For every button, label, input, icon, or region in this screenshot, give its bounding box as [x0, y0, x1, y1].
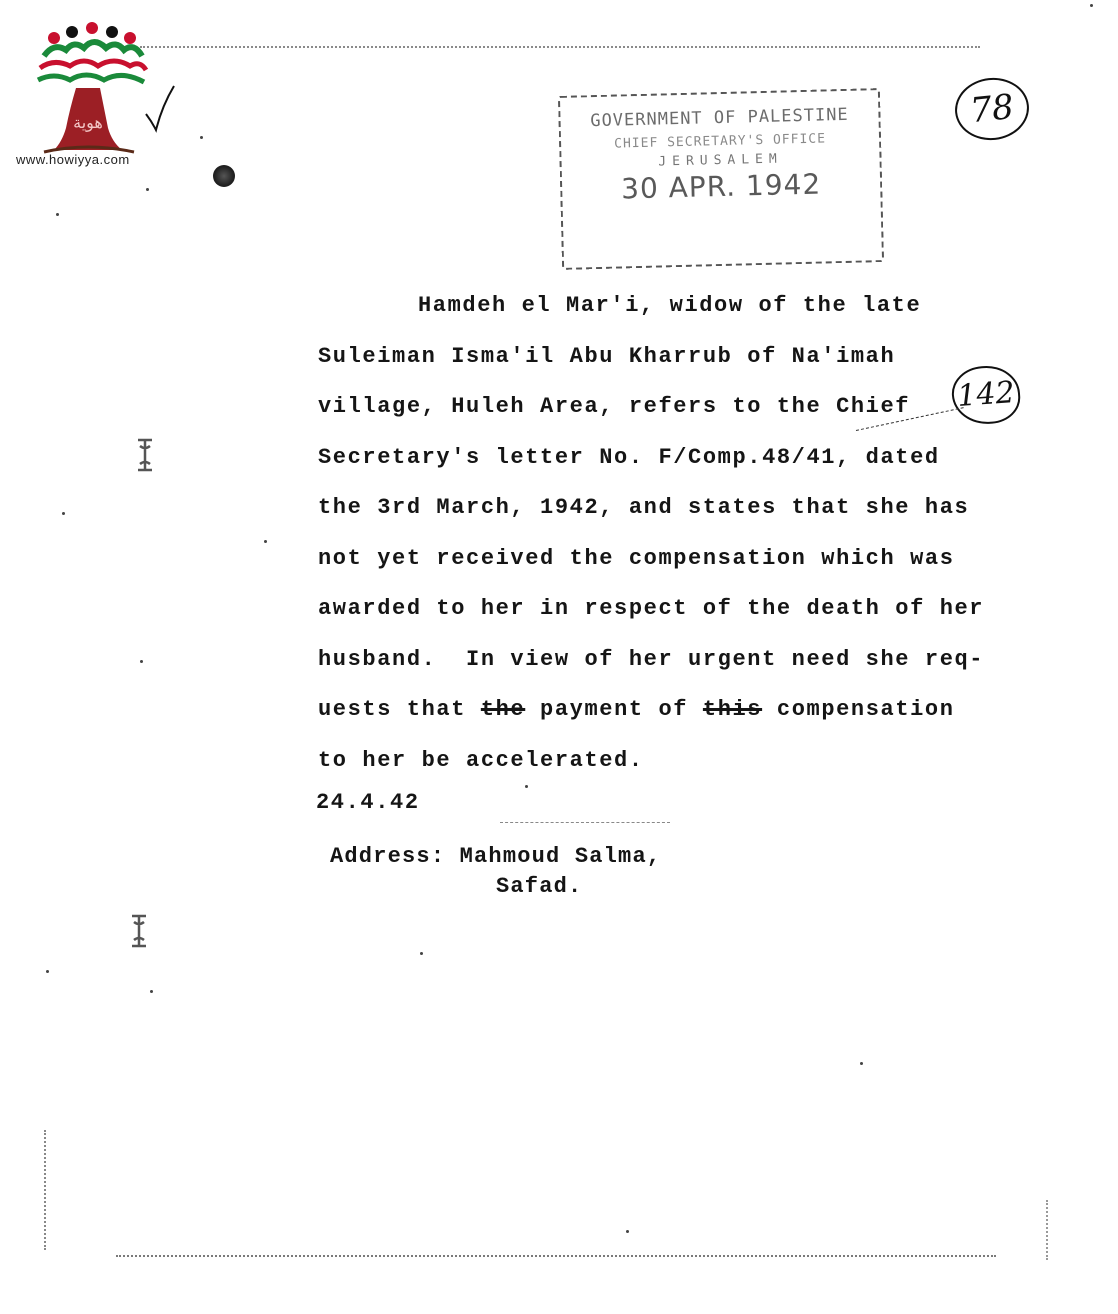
letter-line: to her be accelerated.: [318, 747, 644, 773]
scan-speck: [1090, 4, 1093, 7]
struck-word: the: [480, 697, 526, 722]
scan-dotted-line-top: [140, 46, 980, 48]
scan-speck: [860, 1062, 863, 1065]
letter-line: not yet received the compensation which was: [318, 545, 955, 571]
stamp-line-city: JERUSALEM: [658, 151, 783, 170]
scan-speck: [525, 785, 528, 788]
stamp-date: 30 APR. 1942: [620, 167, 822, 206]
stamp-line-government: GOVERNMENT OF PALESTINE: [590, 104, 849, 132]
scan-speck: [150, 990, 153, 993]
scan-dashed-line-mid: [500, 822, 670, 823]
scan-speck: [46, 970, 49, 973]
scan-speck: [626, 1230, 629, 1233]
letter-line: Secretary's letter No. F/Comp.48/41, dated: [318, 444, 940, 470]
letter-date: 24.4.42: [316, 790, 420, 815]
letter-line: the 3rd March, 1942, and states that she has: [318, 495, 970, 520]
folio-number-circled: 142: [950, 364, 1022, 427]
struck-word: this: [702, 697, 763, 722]
scan-speck: [264, 540, 267, 543]
letter-line: awarded to her in respect of the death of her: [318, 596, 985, 621]
address-city: Safad.: [496, 874, 583, 899]
letter-body: [318, 288, 984, 793]
scan-speck: [420, 952, 423, 955]
scan-speck: [200, 136, 203, 139]
address-label: Address: Mahmoud Salma,: [330, 844, 662, 869]
scan-speck: [62, 512, 65, 515]
svg-text:هوية: هوية: [73, 113, 103, 132]
handwritten-check-icon: [140, 82, 180, 134]
letter-text: compensation: [762, 697, 955, 722]
scan-dotted-line-left: [44, 1130, 46, 1250]
scan-dotted-line-right: [1046, 1200, 1048, 1260]
scan-speck: [56, 213, 59, 216]
letter-line: husband. In view of her urgent need she req-: [318, 646, 985, 672]
received-stamp: [558, 88, 884, 270]
binder-hole: [213, 165, 235, 187]
stamp-line-office: CHIEF SECRETARY'S OFFICE: [614, 131, 827, 152]
scan-speck: [140, 660, 143, 663]
page-number-circled: 78: [952, 74, 1032, 143]
letter-line: Hamdeh el Mar'i, widow of the late: [418, 293, 922, 318]
letter-line: Suleiman Isma'il Abu Kharrub of Na'imah: [318, 343, 896, 369]
paper-clip-icon: [128, 912, 150, 950]
letter-line: village, Huleh Area, refers to the Chief: [318, 394, 911, 419]
letter-text: payment of: [525, 697, 703, 722]
scan-dotted-line-bottom: [116, 1255, 996, 1257]
paper-clip-icon: [134, 436, 156, 474]
address-block: [330, 842, 661, 902]
letter-line: [318, 692, 984, 743]
scan-speck: [146, 188, 149, 191]
letter-text: uests that: [318, 697, 481, 722]
logo-url-text: www.howiyya.com: [16, 152, 130, 167]
